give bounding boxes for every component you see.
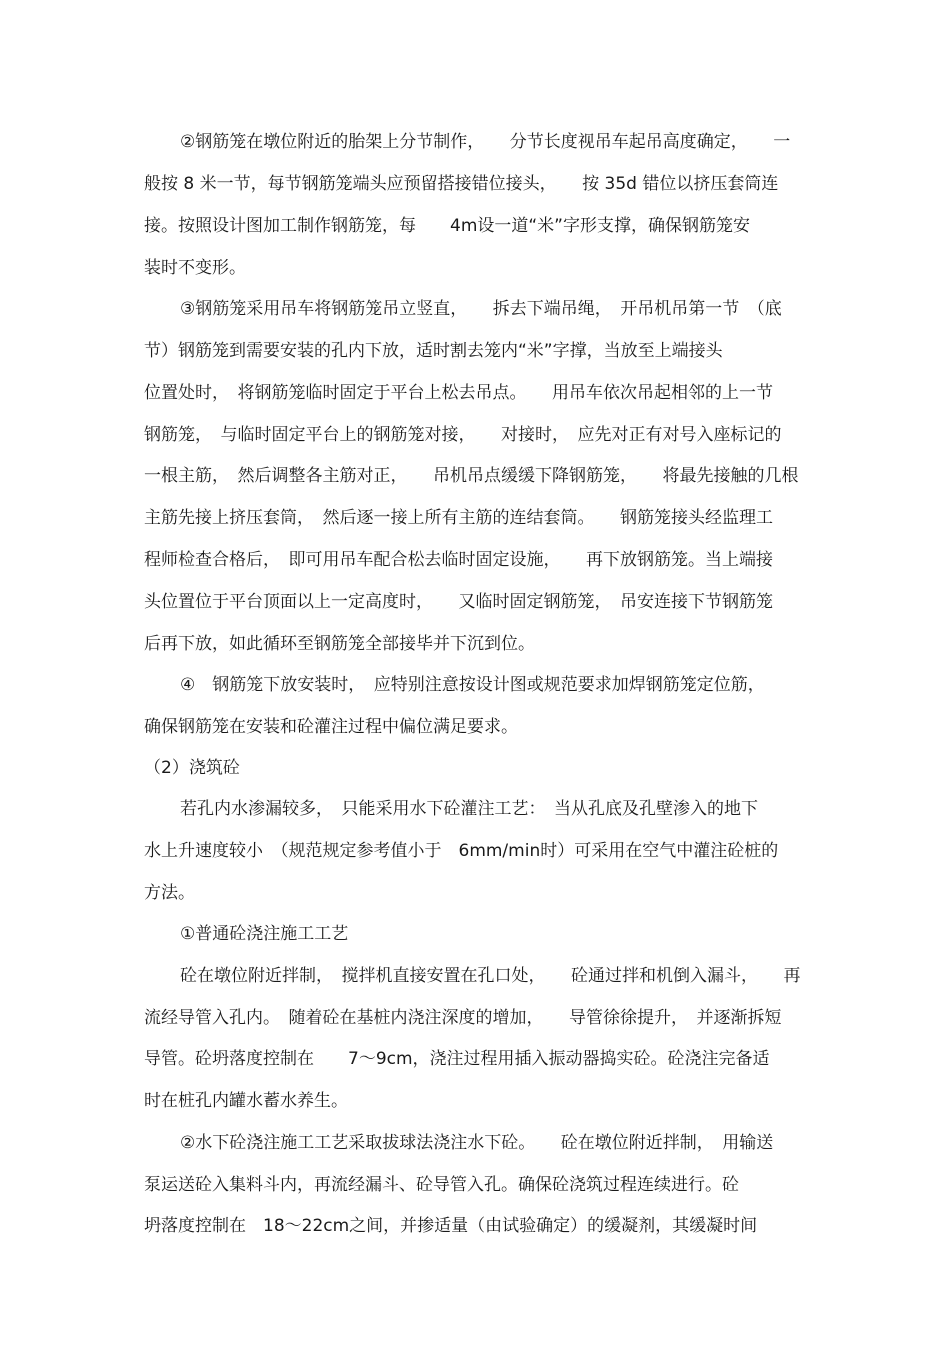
text-line: 一根主筋， 然后调整各主筋对正， 吊机吊点缓缓下降钢筋笼， 将最先接触的几根 <box>144 466 799 486</box>
text-line: ②钢筋笼在墩位附近的胎架上分节制作， 分节长度视吊车起吊高度确定， 一 <box>180 132 791 152</box>
text-line: 程师检查合格后， 即可用吊车配合松去临时固定设施， 再下放钢筋笼。当上端接 <box>144 550 773 570</box>
text-line: 主筋先接上挤压套筒， 然后逐一接上所有主筋的连结套筒。 钢筋笼接头经监理工 <box>144 508 773 528</box>
text-line: 方法。 <box>144 883 195 903</box>
text-line: 水上升速度较小 （规范规定参考值小于 6mm/min时）可采用在空气中灌注砼桩的 <box>144 841 779 861</box>
text-line: 节）钢筋笼到需要安装的孔内下放，适时割去笼内“米”字撑，当放至上端接头 <box>144 341 723 361</box>
text-line: 头位置位于平台顶面以上一定高度时， 又临时固定钢筋笼， 吊安连接下节钢筋笼 <box>144 592 773 612</box>
text-line: 砼在墩位附近拌制， 搅拌机直接安置在孔口处， 砼通过拌和机倒入漏斗， 再 <box>180 966 801 986</box>
text-line: ④ 钢筋笼下放安装时， 应特别注意按设计图或规范要求加焊钢筋笼定位筋， <box>180 675 765 695</box>
text-line: 坍落度控制在 18～22cm之间，并掺适量（由试验确定）的缓凝剂，其缓凝时间 <box>144 1216 758 1236</box>
section-heading: （2）浇筑砼 <box>144 758 240 778</box>
text-line: ③钢筋笼采用吊车将钢筋笼吊立竖直， 拆去下端吊绳， 开吊机吊第一节 （底 <box>180 299 782 319</box>
subsection-heading: ①普通砼浇注施工工艺 <box>180 924 349 944</box>
text-line: 钢筋笼， 与临时固定平台上的钢筋笼对接， 对接时， 应先对正有对号入座标记的 <box>144 425 782 445</box>
text-line: 确保钢筋笼在安装和砼灌注过程中偏位满足要求。 <box>144 717 518 737</box>
text-line: ②水下砼浇注施工工艺采取拔球法浇注水下砼。 砼在墩位附近拌制， 用输送 <box>180 1133 774 1153</box>
text-line: 般按 8 米一节，每节钢筋笼端头应预留搭接错位接头， 按 35d 错位以挤压套筒连 <box>144 174 779 194</box>
text-line: 接。按照设计图加工制作钢筋笼，每 4m设一道“米”字形支撑，确保钢筋笼安 <box>144 216 750 236</box>
text-line: 泵运送砼入集料斗内，再流经漏斗、砼导管入孔。确保砼浇筑过程连续进行。砼 <box>144 1175 739 1195</box>
text-line: 后再下放，如此循环至钢筋笼全部接毕并下沉到位。 <box>144 634 535 654</box>
text-line: 位置处时， 将钢筋笼临时固定于平台上松去吊点。 用吊车依次吊起相邻的上一节 <box>144 383 773 403</box>
text-line: 若孔内水渗漏较多， 只能采用水下砼灌注工艺： 当从孔底及孔壁渗入的地下 <box>180 799 758 819</box>
text-line: 装时不变形。 <box>144 258 246 278</box>
text-line: 流经导管入孔内。 随着砼在基桩内浇注深度的增加， 导管徐徐提升， 并逐渐拆短 <box>144 1008 782 1028</box>
text-line: 导管。砼坍落度控制在 7～9cm，浇注过程用插入振动器捣实砼。砼浇注完备适 <box>144 1049 770 1069</box>
text-line: 时在桩孔内罐水蓄水养生。 <box>144 1091 348 1111</box>
